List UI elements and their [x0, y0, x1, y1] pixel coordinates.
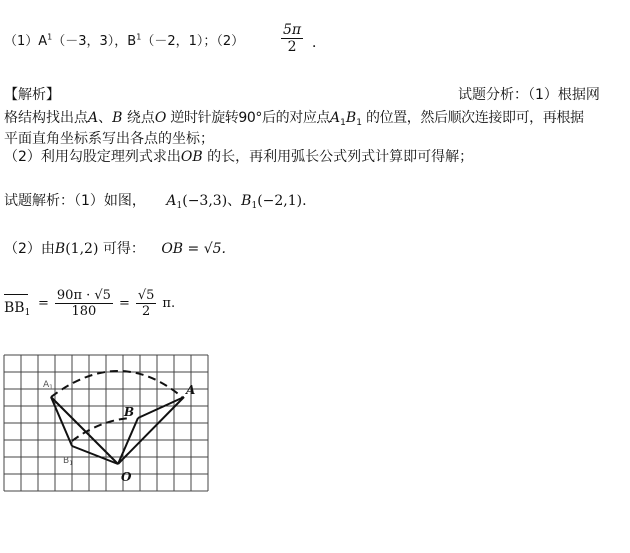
analysis-line1-c: 逆时针旋转90°后的对应点	[166, 110, 331, 126]
arc-overline	[4, 294, 28, 295]
arc-frac1-den: 180	[55, 303, 113, 319]
arc-frac1-num: 90π · √5	[56, 288, 111, 303]
answer-end-dot: ．	[312, 35, 326, 51]
answer-frac-num: 5π	[283, 22, 302, 38]
solution-a1-val: (−3,3)	[182, 193, 228, 209]
label-b1: $B_1$	[63, 456, 74, 467]
analysis-line1-a: 格结构找出点	[4, 110, 88, 126]
analysis-line3	[4, 146, 473, 166]
label-o: O	[121, 470, 132, 484]
answer-b1-sub: 1	[136, 32, 142, 42]
analysis-line1-b: 绕点	[122, 110, 155, 126]
solution-line1	[4, 190, 307, 211]
analysis-ob: OB	[180, 149, 203, 165]
solution-b-val: (1,2)	[65, 241, 99, 257]
arc-eq1: =	[38, 296, 49, 311]
solution-b: B	[54, 241, 66, 257]
arc-label-text: BB	[4, 300, 25, 316]
analysis-line1	[4, 107, 584, 128]
answer-b1-coords: （－2，1）；（2）	[141, 34, 245, 49]
analysis-point-a1: A	[330, 110, 341, 126]
arc-a-a1	[51, 371, 182, 397]
analysis-line3-a: （2）利用勾股定理列式求出	[4, 149, 181, 165]
analysis-line3-b: 的长，再利用弧长公式列式计算即可得解；	[202, 149, 474, 165]
label-b: B	[124, 405, 135, 419]
analysis-comma: 、	[98, 110, 113, 126]
solution-ob-eq: OB = √5.	[161, 241, 227, 257]
analysis-line1-d: 的位置，然后顺次连接即可，再根据	[361, 110, 584, 126]
solution-line2-label: （2）由	[4, 241, 55, 257]
analysis-b1-sub: 1	[356, 118, 362, 128]
solution-a1-sub: 1	[176, 201, 183, 211]
solution-line2	[4, 238, 226, 258]
arc-b-b1	[72, 418, 131, 441]
solution-a1: A	[166, 193, 177, 209]
solution-b1-val: (−2,1).	[257, 193, 307, 209]
analysis-line2: 平面直角坐标系写出各点的坐标；	[4, 131, 214, 147]
arc-tail: π.	[162, 296, 176, 311]
arc-label	[4, 300, 30, 318]
grid-lines	[4, 355, 208, 491]
analysis-point-b: B	[112, 110, 123, 126]
arc-frac2-num: √5	[137, 288, 155, 303]
label-a1: $A_1$	[43, 380, 53, 391]
analysis-point-a: A	[88, 110, 99, 126]
arc-label-sub: 1	[24, 308, 31, 318]
arc-frac2-den: 2	[136, 303, 157, 319]
answer-a1-sub: 1	[47, 32, 53, 42]
analysis-point-o: O	[154, 110, 167, 126]
analysis-point-b1: B	[345, 110, 357, 126]
solution-b1: B	[241, 193, 252, 209]
answer-a1-coords: （－3，3），B	[52, 34, 137, 49]
analysis-intro-right: 试题分析：（1）根据网	[458, 87, 600, 103]
label-a: A	[186, 383, 196, 397]
solution-sep: 、	[227, 193, 242, 209]
answer-frac-den: 2	[281, 38, 303, 55]
analysis-heading: 【解析】	[4, 87, 60, 103]
analysis-a1-sub: 1	[340, 118, 346, 128]
answer-line	[4, 30, 244, 49]
rotation-grid-figure	[0, 340, 220, 500]
solution-line1-label: 试题解析：（1）如图，	[4, 193, 146, 209]
arc-eq2: =	[118, 296, 130, 311]
triangle-oa1b1	[51, 397, 118, 464]
solution-b1-sub: 1	[251, 201, 258, 211]
solution-line1-formula	[166, 193, 306, 209]
answer-fraction	[281, 22, 303, 55]
answer-part1-label: （1）A	[4, 34, 48, 49]
arc-formula	[38, 288, 175, 319]
solution-line2-mid: 可得：	[98, 241, 145, 257]
